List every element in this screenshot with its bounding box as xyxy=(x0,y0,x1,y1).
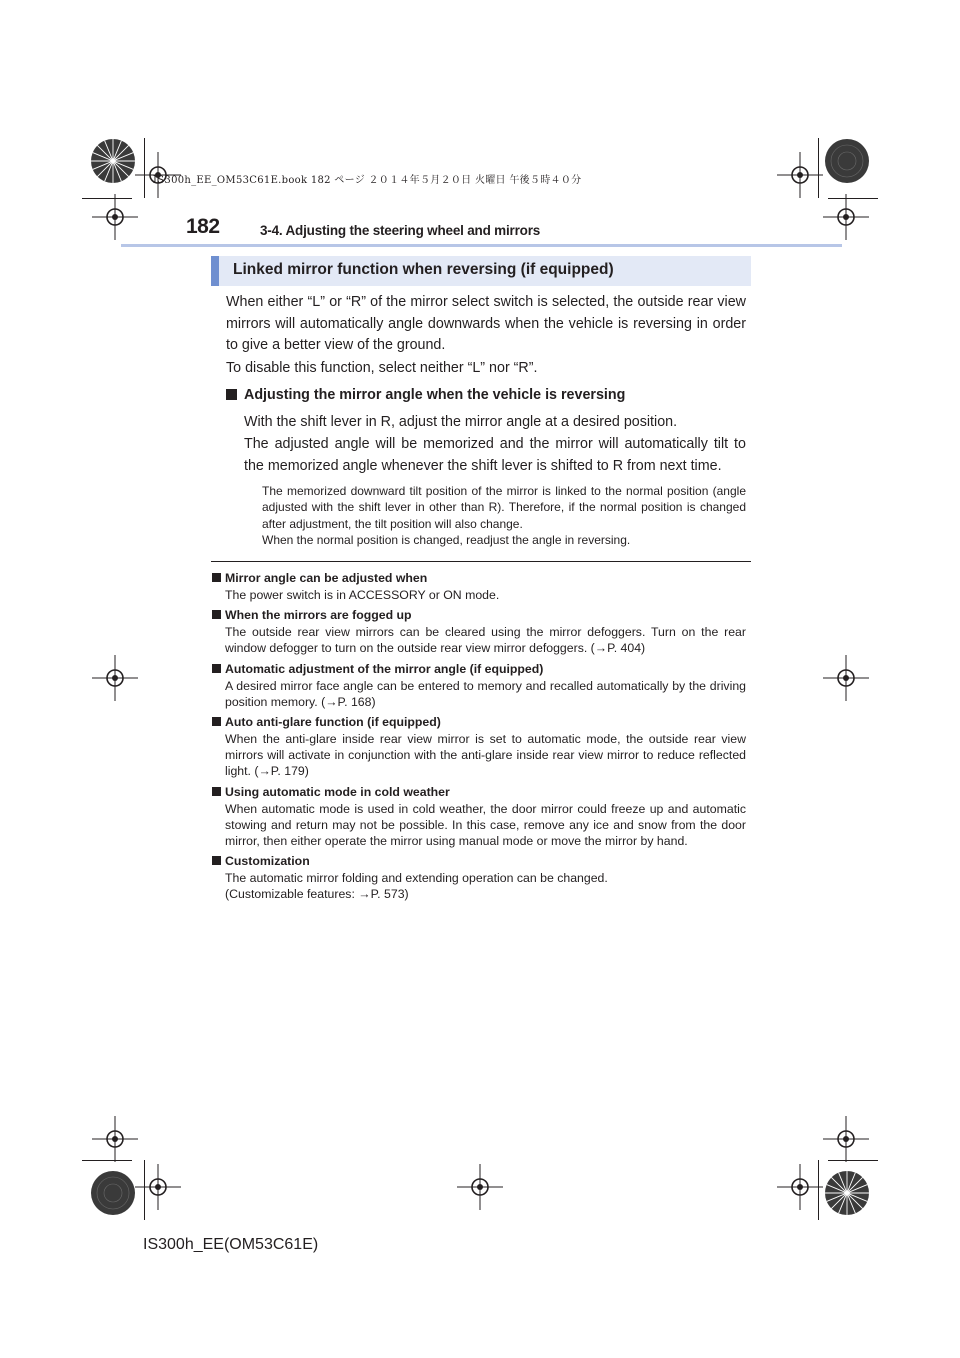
crop-line xyxy=(828,198,878,199)
note-body: The outside rear view mirrors can be cleared using the mirror defoggers. Turn on the rear window defogger to turn on the outside rear view mirror defoggers. (→P. 404) xyxy=(225,625,746,656)
square-bullet-icon xyxy=(212,610,221,619)
crosshair-icon xyxy=(135,1164,181,1210)
note-title: Using automatic mode in cold weather xyxy=(225,784,450,799)
note-item xyxy=(212,714,746,780)
divider xyxy=(211,561,751,562)
subsection-note xyxy=(262,483,746,548)
crosshair-icon xyxy=(92,655,138,701)
note-item xyxy=(212,853,746,902)
crosshair-icon xyxy=(823,1116,869,1162)
intro-paragraph: When either “L” or “R” of the mirror select switch is selected, the outside rear view mirrors will automatically angle downwards when the vehicle is reversing in order to give a better view of the ground. xyxy=(226,294,746,353)
note-title: Customization xyxy=(225,854,310,869)
note-title: Automatic adjustment of the mirror angle (if equipped) xyxy=(225,661,544,676)
crosshair-icon xyxy=(777,1164,823,1210)
note-body: When automatic mode is used in cold weather, the door mirror could freeze up and automatic stowing and return may not be possible. In this case, remove any ice and snow from the door mirror, then either operate the mirror using manual mode or move the mirror by hand. xyxy=(225,801,746,849)
square-bullet-icon xyxy=(226,389,237,400)
crop-line xyxy=(144,1160,145,1220)
section-title: 3-4. Adjusting the steering wheel and mirrors xyxy=(260,223,541,238)
crop-line xyxy=(818,1160,819,1220)
disable-instruction: To disable this function, select neither “L” nor “R”. xyxy=(226,360,538,376)
note-body: The automatic mirror folding and extending operation can be changed. xyxy=(225,871,608,886)
note-title: Mirror angle can be adjusted when xyxy=(225,571,428,585)
adjust-instruction: With the shift lever in R, adjust the mirror angle at a desired position. xyxy=(244,414,678,430)
subheading xyxy=(226,385,746,406)
page-number: 182 xyxy=(186,215,220,238)
crop-line xyxy=(82,198,132,199)
subsection-body xyxy=(244,411,746,477)
tilt-note: The memorized downward tilt position of the mirror is linked to the normal position (angle adjusted with the shift lever in other than R). Therefore, if the normal position is changed after adjustment, the tilt position will also change. xyxy=(262,484,746,531)
header-rule xyxy=(121,244,842,247)
square-bullet-icon xyxy=(212,664,221,673)
square-bullet-icon xyxy=(212,856,221,865)
print-info: IS300h_EE_OM53C61E.book 182 ページ ２０１４年５月２０日 火曜日 午後５時４０分 xyxy=(153,175,582,186)
note-item xyxy=(212,661,746,710)
square-bullet-icon xyxy=(212,573,221,582)
square-bullet-icon xyxy=(212,717,221,726)
note-body: The power switch is in ACCESSORY or ON mode. xyxy=(225,588,500,602)
registration-wheel-icon xyxy=(88,136,138,186)
note-body: A desired mirror face angle can be entered to memory and recalled automatically by the driving position memory. (→P. 168) xyxy=(225,678,746,709)
crop-line xyxy=(818,138,819,198)
section-heading-band xyxy=(211,256,751,286)
crosshair-icon xyxy=(823,655,869,701)
crosshair-icon xyxy=(457,1164,503,1210)
readjust-note: When the normal position is changed, readjust the angle in reversing. xyxy=(262,532,631,547)
crosshair-icon xyxy=(823,194,869,240)
square-bullet-icon xyxy=(212,787,221,796)
crop-line xyxy=(144,138,145,198)
note-title: When the mirrors are fogged up xyxy=(225,608,412,623)
note-item xyxy=(212,607,746,656)
subheading-text: Adjusting the mirror angle when the vehicle is reversing xyxy=(244,387,626,403)
note-body-reference: (Customizable features: →P. 573) xyxy=(225,887,409,902)
crosshair-icon xyxy=(92,194,138,240)
registration-wheel-icon xyxy=(822,136,872,186)
memorize-instruction: The adjusted angle will be memorized and the mirror will automatically tilt to the memorized angle whenever the shift lever is shifted to R from next time. xyxy=(244,436,746,474)
note-title: Auto anti-glare function (if equipped) xyxy=(225,715,441,730)
note-body: When the anti-glare inside rear view mirror is set to automatic mode, the outside rear view mirrors will activate in conjunction with the anti-glare inside rear view mirror to reduce reflected light. (→P. 179) xyxy=(225,732,746,779)
registration-wheel-icon xyxy=(88,1168,138,1218)
crop-line xyxy=(82,1160,132,1161)
crosshair-icon xyxy=(777,152,823,198)
notes-list xyxy=(212,570,746,907)
document-code: IS300h_EE(OM53C61E) xyxy=(143,1236,319,1253)
note-item xyxy=(212,570,746,603)
note-item xyxy=(212,784,746,850)
crosshair-icon xyxy=(92,1116,138,1162)
registration-wheel-icon xyxy=(822,1168,872,1218)
section-heading: Linked mirror function when reversing (if equipped) xyxy=(233,261,614,278)
crop-line xyxy=(828,1160,878,1161)
